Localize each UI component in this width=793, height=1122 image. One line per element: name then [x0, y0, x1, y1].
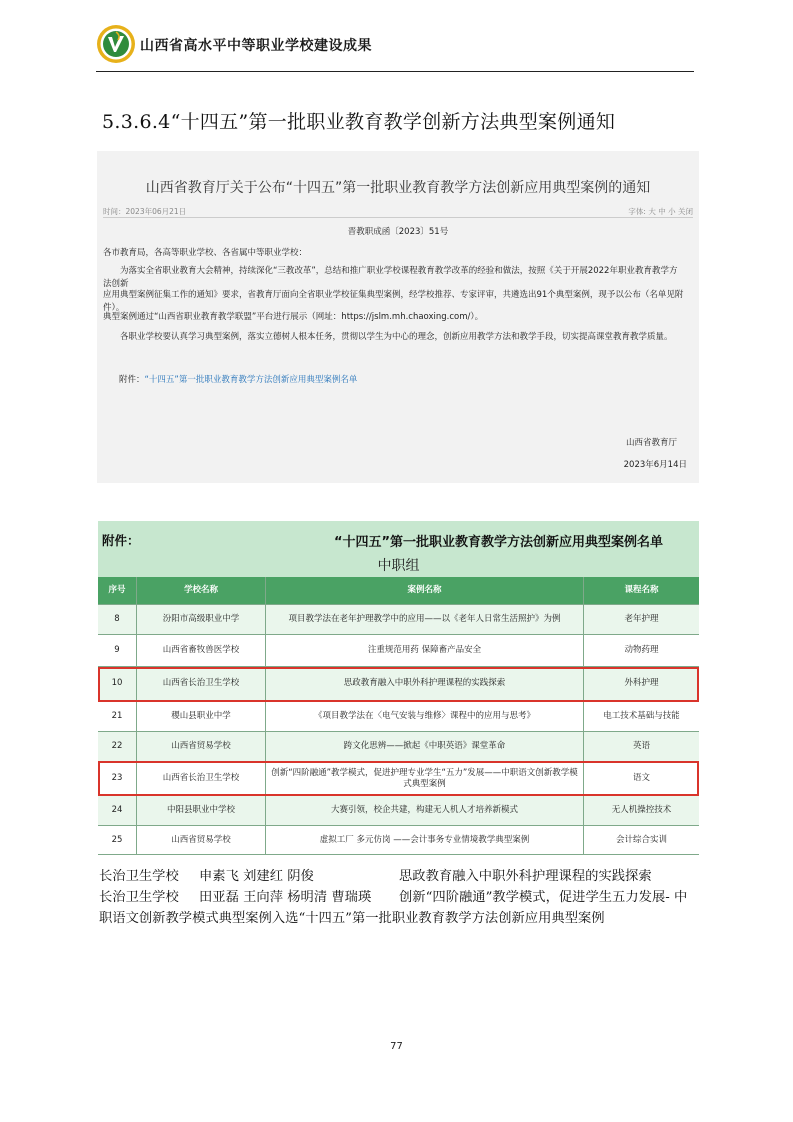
cell-case: 创新“四阶融通”教学模式，促进护理专业学生“五力”发展——中职语文创新教学模式典型案例: [266, 762, 584, 795]
author-line-3: [99, 908, 699, 929]
table-row: [98, 605, 699, 635]
cell-school: 山西省长治卫生学校: [137, 762, 266, 795]
cell-no: 8: [98, 605, 137, 634]
table-group-label: 中职组: [98, 555, 699, 577]
author-line-1-names: 申素飞 刘建红 阴俊: [199, 869, 314, 884]
author-line-2: [99, 887, 699, 908]
cell-no: 25: [98, 826, 137, 854]
notice-signer: 山西省教育厅: [625, 438, 677, 448]
table-title-bar: [98, 521, 699, 555]
cell-course: 外科护理: [624, 678, 659, 688]
notice-paragraph-1-line-1: 为落实全省职业教育大会精神，持续深化“三教改革”，总结和推广职业学校课程教育教学改革的经验和做法，按照《关于开展2022年职业教育教学方法创新: [103, 266, 678, 289]
cell-course: 电工技术基础与技能: [603, 710, 680, 721]
header-school: 学校名称: [137, 577, 266, 604]
author-line-2-names: 田亚磊 王向萍 杨明清 曹瑞瑛: [199, 890, 372, 905]
table-row: [98, 667, 699, 701]
cell-school: 稷山县职业中学: [137, 701, 266, 731]
cell-course: 无人机操控技术: [611, 805, 672, 815]
table-row: [98, 762, 699, 796]
notice-salutation: 各市教育局，各高等职业学校、各省属中等职业学校：: [103, 248, 308, 258]
cell-case: 虚拟工厂 多元仿岗 ——会计事务专业情境教学典型案例: [266, 826, 584, 854]
cell-school: 山西省贸易学校: [137, 732, 266, 761]
cell-course: 会计综合实训: [615, 834, 667, 845]
cell-case: 注重规范用药 保障畜产品安全: [266, 635, 584, 666]
cell-course: 英语: [632, 741, 650, 751]
table-row: [98, 826, 699, 855]
header-divider: [96, 71, 694, 72]
author-line-2-title: 创新“四阶融通”教学模式，促进学生五力发展- 中: [399, 890, 688, 905]
cell-school: 汾阳市高级职业中学: [137, 605, 266, 634]
header-course: 课程名称: [624, 585, 659, 595]
table-row: [98, 732, 699, 762]
page-number: 77: [390, 1041, 403, 1052]
cell-course: 老年护理: [624, 614, 659, 624]
attachment-link[interactable]: “十四五”第一批职业教育教学方法创新应用典型案例名单: [144, 375, 358, 385]
table-row: [98, 635, 699, 667]
font-size-controls[interactable]: 字体: 大 中 小 关闭: [628, 207, 693, 216]
cell-no: 22: [98, 732, 137, 761]
author-line-1-school: 长治卫生学校: [99, 869, 179, 884]
notice-paragraph-1-line-2: 应用典型案例征集工作的通知》要求，省教育厅面向全省职业学校征集典型案例，经学校推荐、专家评审，共遴选出91个典型案例，现予以公布（名单见附件）。: [103, 290, 684, 313]
cell-case: 项目教学法在老年护理教学中的应用——以《老年人日常生活照护》为例: [266, 605, 584, 634]
cell-course: 语文: [632, 773, 650, 783]
cell-school: 山西省长治卫生学校: [137, 667, 266, 700]
table-row: [98, 796, 699, 826]
notice-attachment: [119, 373, 357, 385]
cell-case: 大赛引领，校企共建，构建无人机人才培养新模式: [266, 796, 584, 825]
section-title: 5.3.6.4“十四五”第一批职业教育教学创新方法典型案例通知: [102, 111, 616, 133]
table-attachment-label: 附件：: [102, 533, 140, 548]
cell-no: 9: [98, 635, 137, 666]
author-line-2-school: 长治卫生学校: [99, 890, 179, 905]
document-number: 晋教职成函〔2023〕51号: [347, 227, 449, 237]
cell-no: 24: [98, 796, 137, 825]
table-title: “十四五”第一批职业教育教学方法创新应用典型案例名单: [333, 535, 664, 550]
page-header: [96, 22, 694, 72]
attachment-label: 附件：: [119, 375, 145, 385]
notice-divider: [103, 217, 693, 218]
cell-school: 山西省贸易学校: [137, 826, 266, 854]
header-title: 山西省高水平中等职业学校建设成果: [140, 38, 372, 54]
school-logo-icon: [96, 24, 136, 64]
header-no: 序号: [98, 577, 137, 604]
author-lines: [99, 866, 699, 929]
cell-school: 中阳县职业中学校: [137, 796, 266, 825]
author-line-1-title: 思政教育融入中职外科护理课程的实践探索: [399, 869, 652, 884]
table-row: [98, 701, 699, 732]
notice-time: 时间：2023年06月21日: [103, 207, 187, 216]
cell-school: 山西省畜牧兽医学校: [137, 635, 266, 666]
notice-paragraph-1-line-3: 典型案例通过“山西省职业教育教学联盟”平台进行展示（网址：https://jslm.mh.chaoxing.com/）。: [103, 312, 484, 322]
notice-meta: [103, 206, 693, 217]
cell-case: 跨文化思辨——掀起《中职英语》课堂革命: [266, 732, 584, 761]
cell-case: 《项目教学法在〈电气安装与维修〉课程中的应用与思考》: [266, 701, 584, 731]
header-case: 案例名称: [266, 577, 584, 604]
notice-paragraph-2: 各职业学校要认真学习典型案例，落实立德树人根本任务，贯彻以学生为中心的理念，创新应用教学方法和教学手段，切实提高课堂教育教学质量。: [120, 332, 673, 342]
case-list-table: [98, 521, 699, 855]
notice-screenshot: [97, 151, 699, 483]
cell-no: 10: [98, 667, 137, 700]
author-line-3-text: 职语文创新教学模式典型案例入选“十四五”第一批职业教育教学方法创新应用典型案例: [99, 911, 605, 926]
author-line-1: [99, 866, 699, 887]
notice-title: 山西省教育厅关于公布“十四五”第一批职业教育教学方法创新应用典型案例的通知: [145, 180, 651, 196]
cell-case: 思政教育融入中职外科护理课程的实践探索: [266, 667, 584, 700]
notice-date: 2023年6月14日: [623, 460, 687, 470]
cell-course: 动物药理: [624, 645, 659, 655]
table-header-row: [98, 577, 699, 605]
cell-no: 23: [98, 762, 137, 795]
cell-no: 21: [98, 701, 137, 731]
